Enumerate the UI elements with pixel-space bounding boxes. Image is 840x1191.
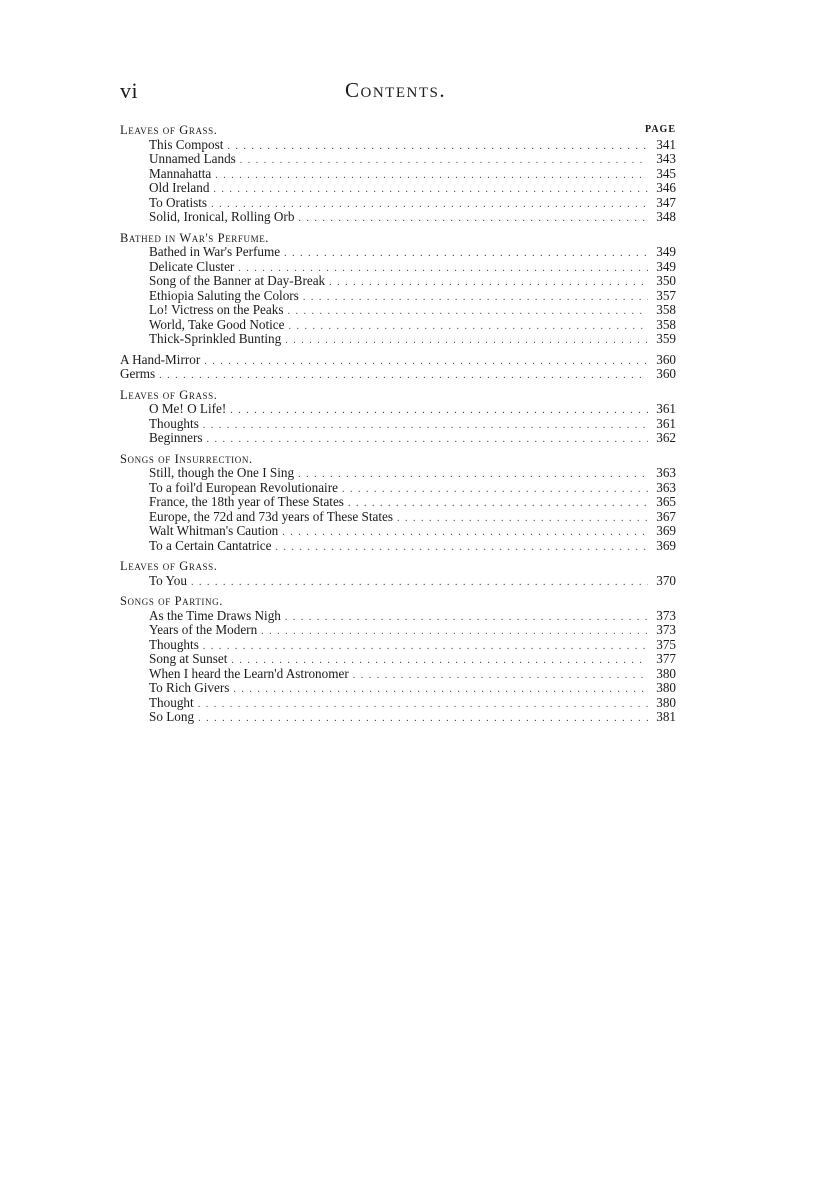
entry-page-number: 346 [656,180,676,195]
dot-leader [198,712,648,727]
entry-title: Bathed in War's Perfume [149,244,281,259]
entry-page-number: 373 [656,607,676,623]
toc-entry[interactable] [120,318,676,333]
entry-title: Ethiopia Saluting the Colors [149,287,299,303]
toc-entry[interactable] [120,417,676,432]
entry-title: Walt Whitman's Caution [149,523,279,538]
toc-section [120,231,676,347]
dot-leader [303,291,648,306]
entry-page-number: 361 [656,401,676,416]
dot-leader [261,625,648,640]
page-column-header: PAGE [644,124,676,135]
entry-page-number: 367 [656,508,676,524]
entry-page-number: 377 [656,651,676,666]
dot-leader [159,369,648,384]
entry-title: When I heard the Learn'd Astronomer [149,665,349,681]
toc-entry[interactable] [120,402,676,417]
dot-leader [284,247,648,262]
dot-leader [206,433,648,448]
dot-leader [342,483,648,498]
entry-page-number: 373 [656,622,676,637]
entry-page-number: 363 [656,479,676,495]
entry-page-number: 362 [656,430,676,445]
entry-title: Beginners [149,430,203,445]
toc-entry[interactable] [120,652,676,667]
entry-title: Germs [120,366,156,381]
entry-page-number: 370 [656,572,676,588]
entry-page-number: 358 [656,316,676,332]
entry-page-number: 358 [656,302,676,317]
dot-leader [288,320,648,335]
dot-leader [240,154,648,169]
dot-leader [233,683,648,698]
entry-title: This Compost [149,136,224,152]
dot-leader [298,468,648,483]
entry-page-number: 360 [656,366,676,381]
entry-title: Delicate Cluster [149,258,235,274]
entry-page-number: 360 [656,351,676,367]
entry-title: Still, though the One I Sing [149,465,295,480]
page-number: vi [120,78,139,103]
entry-title: Thoughts [149,636,199,652]
dot-leader [287,305,648,320]
dot-leader [275,541,648,556]
toc-entry[interactable] [120,696,676,711]
toc-entry[interactable] [120,152,676,167]
toc-section [120,559,676,588]
entry-title: Old Ireland [149,180,210,195]
entry-title: Thoughts [149,415,199,431]
entry-page-number: 357 [656,287,676,303]
entry-page-number: 380 [656,694,676,710]
toc-entry[interactable] [120,510,676,525]
toc-entry[interactable] [120,367,676,382]
entry-title: To Rich Givers [149,680,230,695]
toc-entry[interactable] [120,260,676,275]
entry-page-number: 345 [656,165,676,181]
toc-entry[interactable] [120,274,676,289]
entry-page-number: 369 [656,523,676,538]
entry-page-number: 375 [656,636,676,652]
dot-leader [353,669,648,684]
toc-entry[interactable] [120,574,676,589]
entry-title: Europe, the 72d and 73d years of These States [149,508,394,524]
toc-section [120,353,676,382]
entry-page-number: 361 [656,415,676,431]
entry-page-number: 365 [656,494,676,509]
toc-entry[interactable] [120,481,676,496]
entry-title: Thick-Sprinkled Bunting [149,331,282,346]
toc-entry[interactable] [120,210,676,225]
dot-leader [298,212,648,227]
toc-entry[interactable] [120,138,676,153]
toc-section [120,123,676,225]
toc-section [120,452,676,554]
toc-entry[interactable] [120,667,676,682]
toc-entry[interactable] [120,289,676,304]
toc-entry[interactable] [120,196,676,211]
toc-entry[interactable] [120,524,676,539]
toc-entry[interactable] [120,495,676,510]
entry-title: As the Time Draws Nigh [149,607,281,623]
dot-leader [198,698,648,713]
dot-leader [329,276,648,291]
toc-entry[interactable] [120,539,676,554]
section-title: Songs of Parting. [120,594,223,608]
entry-title: O Me! O Life! [149,401,227,416]
section-title: Leaves of Grass. [120,123,218,137]
entry-page-number: 350 [656,273,676,288]
toc-entry[interactable] [120,623,676,638]
entry-page-number: 349 [656,244,676,259]
section-title: Bathed in War's Perfume. [120,230,270,245]
dot-leader [282,526,648,541]
entry-title: To Oratists [149,194,208,210]
dot-leader [215,169,648,184]
entry-page-number: 363 [656,465,676,480]
entry-title: World, Take Good Notice [149,316,285,332]
toc-entry[interactable] [120,710,676,725]
entry-title: France, the 18th year of These States [149,494,344,509]
dot-leader [203,419,648,434]
entry-title: To a foil'd European Revolutionaire [149,479,338,495]
entry-page-number: 381 [656,709,676,724]
dot-leader [397,512,648,527]
entry-title: Solid, Ironical, Rolling Orb [149,209,295,224]
dot-leader [191,576,648,591]
dot-leader [285,611,648,626]
entry-page-number: 369 [656,537,676,553]
entry-title: Song at Sunset [149,651,228,666]
dot-leader [227,140,648,155]
section-title: Songs of Insurrection. [120,451,253,466]
toc-entry[interactable] [120,431,676,446]
entry-page-number: 380 [656,680,676,695]
page-title: Contents. [345,78,447,102]
entry-title: Thought [149,694,194,710]
toc-entry[interactable] [120,245,676,260]
toc-section [120,594,676,725]
entry-title: Lo! Victress on the Peaks [149,302,284,317]
table-of-contents [120,123,676,731]
entry-title: So Long [149,709,195,724]
toc-entry[interactable] [120,332,676,347]
section-title: Leaves of Grass. [120,559,218,573]
toc-entry[interactable] [120,353,676,368]
dot-leader [204,355,648,370]
toc-entry[interactable] [120,466,676,481]
entry-title: A Hand-Mirror [120,351,201,367]
toc-entry[interactable] [120,638,676,653]
entry-title: To You [149,572,187,588]
toc-entry[interactable] [120,181,676,196]
entry-title: Unnamed Lands [149,151,236,166]
entry-page-number: 343 [656,151,676,166]
entry-title: Years of the Modern [149,622,258,637]
entry-page-number: 348 [656,209,676,224]
entry-page-number: 349 [656,258,676,274]
entry-title: To a Certain Cantatrice [149,537,272,553]
entry-page-number: 359 [656,331,676,346]
toc-entry[interactable] [120,167,676,182]
toc-entry[interactable] [120,681,676,696]
entry-page-number: 380 [656,665,676,681]
dot-leader [213,183,648,198]
dot-leader [285,334,648,349]
toc-section [120,388,676,446]
dot-leader [203,640,648,655]
toc-entry[interactable] [120,303,676,318]
section-title: Leaves of Grass. [120,387,218,402]
entry-title: Mannahatta [149,165,212,181]
entry-page-number: 341 [656,136,676,152]
entry-title: Song of the Banner at Day-Break [149,273,326,288]
dot-leader [230,404,648,419]
toc-entry[interactable] [120,609,676,624]
entry-page-number: 347 [656,194,676,210]
